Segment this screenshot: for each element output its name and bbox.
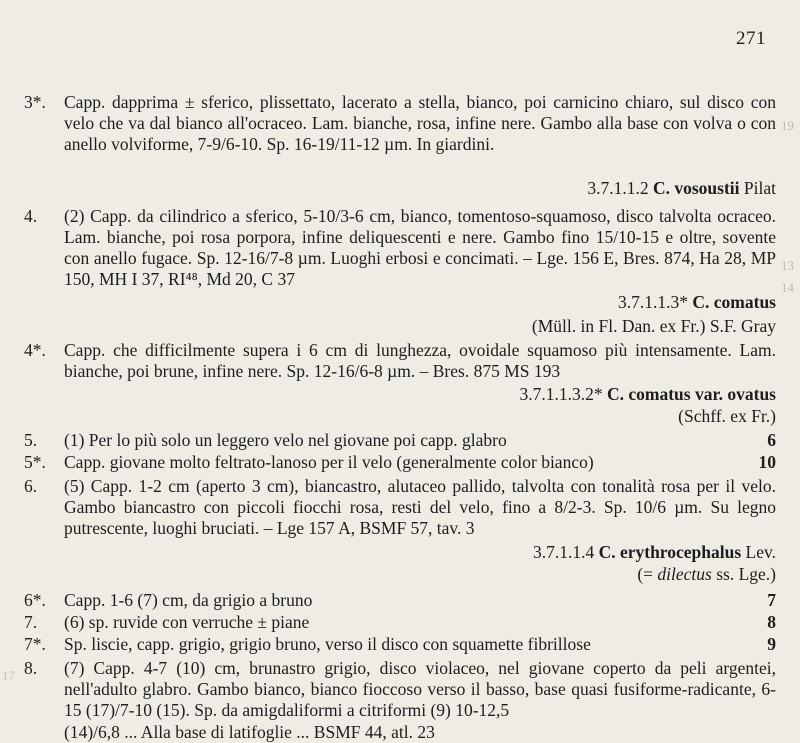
page-number: 271 (736, 28, 766, 49)
goto-number: 6 (767, 430, 776, 450)
synonym-prefix: (= (637, 564, 658, 584)
show-through: 17 (2, 668, 15, 683)
key-text: (1) Per lo più solo un leggero velo nel giovane poi capp. glabro (64, 430, 507, 450)
key-number: 3*. (24, 92, 46, 112)
key-text: Capp. che difficilmente supera i 6 cm di lunghezza, ovoidale squamoso più intensamente. Lam. bianche, poi brune, infine nere. Sp. 12-16/6-8 µm. – Bres. 875 MS 193 (64, 340, 776, 381)
synonym-note (637, 564, 776, 585)
goto-number: 9 (767, 634, 776, 654)
goto-number: 8 (767, 612, 776, 632)
taxon-line (587, 178, 776, 199)
taxon-code: 3.7.1.1.3.2* (519, 384, 603, 404)
taxon-name: C. comatus var. ovatus (606, 384, 776, 404)
taxon-code: 3.7.1.1.2 (587, 178, 649, 198)
show-through: 19 (781, 118, 794, 133)
taxon-code: 3.7.1.1.4 (532, 542, 595, 562)
key-text: (5) Capp. 1-2 cm (aperto 3 cm), biancastro, alutaceo pallido, talvolta con tonalità rosa per il velo. Gambo biancastro con piccoli fiocchi rosa, resti del velo, fino a 8/2-3. Sp. 10/6 µm. Su legno putrescente, luoghi bruciati. – Lge 157 A, BSMF 57, tav. 3 (64, 476, 776, 538)
key-number: 6. (24, 476, 38, 496)
key-text: (7) Capp. 4-7 (10) cm, brunastro grigio, disco violaceo, nel giovane coperto da peli argentei, nell'adulto glabro. Gambo bianco, bianco fioccoso verso il basso, base quasi fusiforme-radicante, 6-15 (17)/7-10 (15). Sp. da amigdaliformi a citriformi (9) 10-12,5 (64, 658, 776, 720)
taxon-author: Pilat (743, 178, 776, 198)
synonym-suffix: ss. Lge.) (711, 564, 776, 584)
synonym-name: dilectus (657, 564, 712, 584)
key-number: 5*. (24, 452, 46, 472)
taxon-author: (Müll. in Fl. Dan. ex Fr.) S.F. Gray (531, 316, 776, 336)
key-number: 5. (24, 430, 38, 450)
taxon-author: (Schff. ex Fr.) (678, 406, 776, 426)
goto-number: 7 (767, 590, 776, 610)
goto-number: 10 (758, 452, 776, 472)
key-text: (6) sp. ruvide con verruche ± piane (64, 612, 310, 632)
show-through: 13 (781, 258, 794, 273)
key-text: Sp. liscie, capp. grigio, grigio bruno, verso il disco con squamette fibrillose (64, 634, 591, 654)
taxon-line (533, 542, 776, 563)
taxon-line (618, 292, 776, 313)
key-number: 8. (24, 658, 38, 678)
taxon-name: C. vosoustii (652, 178, 740, 198)
show-through: 14 (781, 280, 794, 295)
taxon-author: Lev. (745, 542, 776, 562)
taxon-name: C. comatus (692, 292, 776, 312)
key-number: 7. (24, 612, 38, 632)
key-text: (2) Capp. da cilindrico a sferico, 5-10/3-6 cm, bianco, tomentoso-squamoso, disco talvolta ocraceo. Lam. bianche, poi rosa porpora, infine deliquescenti e nere. Gambo fino 15/10-15 e oltre, sovente con anello fugace. Sp. 12-16/7-8 µm. Luoghi erbosi e concimati. – Lge. 156 E, Bres. 874, Ha 28, MP 150, MH I 37, RI⁴⁸, Md 20, C 37 (64, 206, 776, 289)
taxon-name: C. erythrocephalus (598, 542, 742, 562)
key-text-cut: (14)/6,8 ... Alla base di latifoglie ... BSMF 44, atl. 23 (64, 722, 435, 742)
key-number: 4*. (24, 340, 46, 360)
taxon-line (519, 384, 776, 405)
key-text: Capp. 1-6 (7) cm, da grigio a bruno (64, 590, 313, 610)
key-number: 6*. (24, 590, 46, 610)
key-number: 4. (24, 206, 38, 226)
taxon-code: 3.7.1.1.3* (618, 292, 689, 312)
key-number: 7*. (24, 634, 46, 654)
key-text: Capp. giovane molto feltrato-lanoso per il velo (generalmente color bianco) (64, 452, 594, 472)
key-text: Capp. dapprima ± sferico, plissettato, lacerato a stella, bianco, poi carnicino chiaro, sul disco con velo che va dal bianco all'ocraceo. Lam. bianche, rosa, infine nere. Gambo alla base con volva o con anello volviforme, 7-9/6-10. Sp. 16-19/11-12 µm. In giardini. (64, 92, 776, 154)
